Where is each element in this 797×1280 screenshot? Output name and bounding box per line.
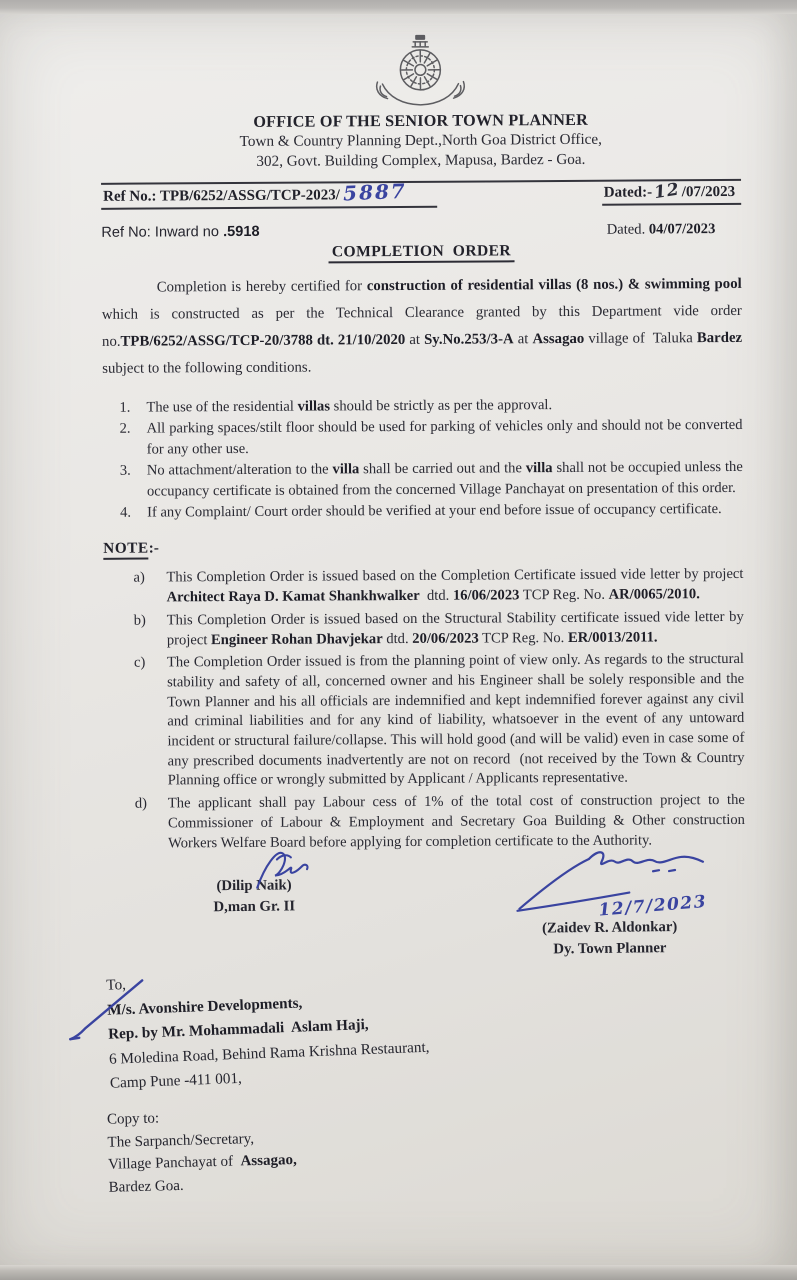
recipient-line: Rep. by Mr. Mohammadali Aslam Haji, [107, 1016, 369, 1044]
dilip-naik-signature-ink [247, 845, 322, 892]
signatory-title-left: D,man Gr. II [213, 898, 296, 916]
condition-text: If any Complaint/ Court order should be verified at your end before issue of occupancy certificate. [147, 501, 722, 521]
note-text: The applicant shall pay Labour cess of 1% of the total cost of construction project to the Commissioner of Labour & Employment and Secretary Goa Building & Other construction Workers Welfare Board before applying for completion certificate to the Authority. [167, 792, 746, 852]
copy-to-block [107, 1092, 749, 1198]
condition-number: 4. [120, 504, 132, 521]
condition-item [103, 499, 743, 523]
ref-number-label: Ref No.: TPB/6252/ASSG/TCP-2023/ [103, 187, 341, 205]
ref-number-bar [101, 179, 741, 210]
recipient-line: 6 Moledina Road, Behind Rama Krishna Restaurant, [108, 1038, 430, 1068]
signature-ink-area [501, 843, 718, 919]
office-address: 302, Govt. Building Complex, Mapusa, Bardez - Goa. [256, 150, 586, 170]
inward-ref: Ref No: Inward no .5918 [101, 223, 260, 241]
conditions-list [102, 394, 743, 523]
recipient-block [106, 950, 750, 1096]
condition-item [102, 394, 742, 418]
note-text: The Completion Order issued is from the planning point of view only. As regards to the structural stability and safety of all, concerned owner and his Engineer shall be solely responsible and the Town Planner and his all officials are indemnified and kept indemnified forever against any civil and criminal liabilities and for any kind of liability, whatsoever in the event of any untoward incident or structural failure/collapse. This will hold good (and will be valid) even in case some of any prescribed documents inadvertently are not on record (not received by the Town & Country Planning office or wrongly submitted by Applicant / Applicants representative. [166, 651, 745, 789]
note-heading: NOTE:- [103, 536, 743, 558]
condition-item [103, 457, 743, 502]
photo-bottom-edge-shadow [0, 1265, 797, 1280]
recipient-line: Camp Pune -411 001, [109, 1070, 243, 1093]
department-name: Town & Country Planning Dept.,North Goa District Office, [239, 130, 602, 150]
condition-text: No attachment/alteration to the villa shall be carried out and the villa shall not be occupied unless the occupancy certificate is obtained from the concerned Village Panchayat on presentation of this order. [146, 459, 743, 500]
note-letter: d) [134, 795, 148, 812]
condition-number: 1. [119, 399, 131, 416]
condition-text: The use of the residential villas should be strictly as per the approval. [146, 397, 553, 416]
handwritten-date: 12/7/2023 [598, 892, 709, 921]
note-text: This Completion Order is issued based on the Structural Stability certificate issued vide letter by project Engineer Rohan Dhavjekar dtd. 20/06/2023 TCP Reg. No. ER/0013/2011. [166, 608, 744, 648]
condition-number: 3. [119, 462, 131, 479]
notes-list [103, 565, 745, 854]
inward-row [101, 221, 741, 242]
condition-item [102, 415, 742, 460]
goa-government-emblem-icon [364, 34, 476, 107]
note-item [104, 608, 744, 651]
signatory-title-right: Dy. Town Planner [553, 940, 667, 958]
signature-block-right [501, 843, 718, 961]
ref-number-group [101, 178, 437, 210]
office-name: OFFICE OF THE SENIOR TOWN PLANNER [253, 110, 589, 131]
dated-suffix: /07/2023 [681, 183, 736, 201]
emblem-container [100, 32, 740, 113]
dated-label: Dated:- [603, 184, 653, 201]
note-item [103, 565, 743, 608]
signature-block-left [213, 876, 295, 919]
letterhead [101, 109, 741, 173]
note-letter: c) [133, 654, 146, 671]
inward-dated: Dated. 04/07/2023 [606, 221, 716, 238]
signatory-name-right: (Zaidev R. Aldonkar) [541, 919, 678, 937]
note-item [104, 650, 745, 792]
signatory-name-left: (Dilip Naik) [216, 877, 292, 895]
ref-number-handwritten: 5887 [342, 178, 408, 206]
document-title: COMPLETION ORDER [101, 241, 741, 263]
recipient-to: To, [105, 976, 127, 995]
dated-day-handwritten: 12 [652, 179, 682, 204]
intro-paragraph: Completion is hereby certified for construction of residential villas (8 nos.) & swimming pool which is constructed as per the Technical Clearance granted by this Department vide order no.TPB/6252/ASSG/TCP-20/3788 dt. 21/10/2020 at Sy.No.253/3-A at Assagao village of Taluka Bardez subject to the following conditions. [101, 275, 743, 377]
recipient-line: M/s. Avonshire Developments, [106, 994, 303, 1019]
copy-to-line: Bardez Goa. [108, 1177, 184, 1196]
condition-text: All parking spaces/stilt floor should be used for parking of vehicles only and should not be converted for any other use. [146, 417, 743, 458]
copy-to-line: Village Panchayat of Assagao, [107, 1151, 297, 1173]
document-paper [0, 10, 797, 1272]
note-letter: b) [133, 612, 146, 629]
note-letter: a) [133, 569, 145, 587]
note-text: This Completion Order is issued based on the Completion Certificate issued vide letter by project Architect Raya D. Kamat Shankhwalker dtd. 16/06/2023 TCP Reg. No. AR/0065/2010. [166, 566, 744, 606]
copy-to-line: The Sarpanch/Secretary, [107, 1130, 255, 1151]
dated-group [602, 179, 741, 206]
copy-to-label: Copy to: [106, 1110, 160, 1128]
document-content [0, 10, 797, 1199]
photo-top-edge-shadow [0, 0, 797, 14]
condition-number: 2. [119, 421, 131, 438]
tick-mark-ink [62, 973, 149, 1048]
